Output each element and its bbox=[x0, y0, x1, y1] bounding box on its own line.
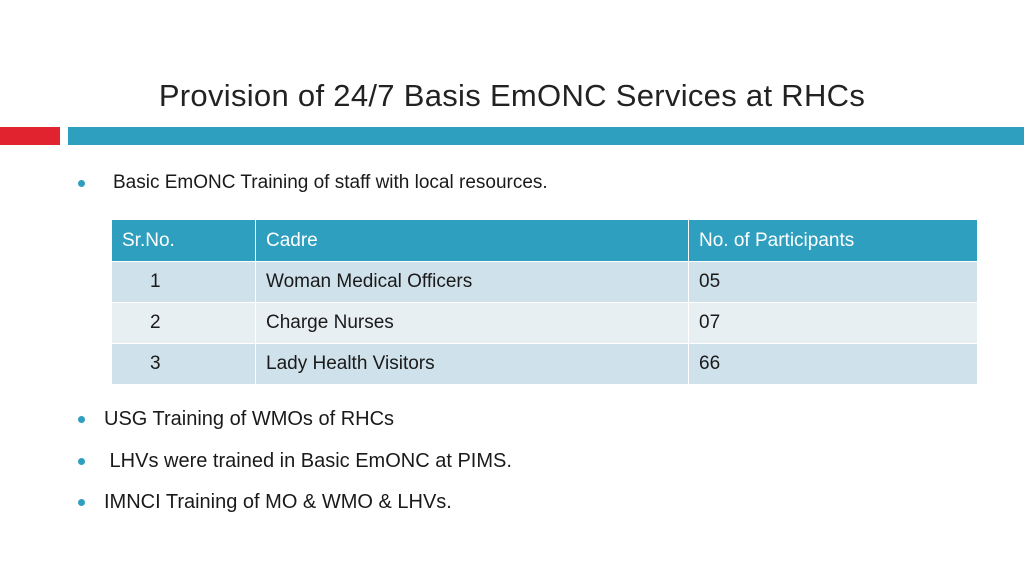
bullet-item bbox=[78, 450, 512, 473]
bullet-text: USG Training of WMOs of RHCs bbox=[104, 408, 395, 430]
title-accent-bar-red bbox=[0, 127, 60, 145]
cell-participants: 05 bbox=[689, 262, 978, 303]
bullet-item bbox=[78, 491, 452, 514]
cell-participants: 07 bbox=[689, 303, 978, 344]
cell-participants: 66 bbox=[689, 344, 978, 385]
bullet-text: IMNCI Training of MO & WMO & LHVs. bbox=[104, 491, 452, 513]
title-accent-bar-blue bbox=[68, 127, 1024, 145]
cell-cadre: Woman Medical Officers bbox=[256, 262, 689, 303]
cell-cadre: Lady Health Visitors bbox=[256, 344, 689, 385]
header-participants: No. of Participants bbox=[689, 220, 978, 262]
header-cadre: Cadre bbox=[256, 220, 689, 262]
table-row bbox=[112, 262, 978, 303]
bullet-item bbox=[78, 172, 548, 194]
table-header-row bbox=[112, 220, 978, 262]
slide-title: Provision of 24/7 Basis EmONC Services at RHCs bbox=[158, 78, 866, 113]
cell-sr-no: 3 bbox=[112, 344, 256, 385]
cell-cadre: Charge Nurses bbox=[256, 303, 689, 344]
cell-sr-no: 1 bbox=[112, 262, 256, 303]
training-participants-table bbox=[112, 220, 978, 384]
bullet-dot-icon bbox=[78, 416, 85, 423]
bullet-dot-icon bbox=[78, 458, 85, 465]
header-sr-no: Sr.No. bbox=[112, 220, 256, 262]
cell-sr-no: 2 bbox=[112, 303, 256, 344]
bullet-text: Basic EmONC Training of staff with local resources. bbox=[113, 172, 548, 193]
bullet-item bbox=[78, 408, 394, 431]
table-row bbox=[112, 303, 978, 344]
bullet-text: LHVs were trained in Basic EmONC at PIMS. bbox=[104, 450, 512, 472]
table-row bbox=[112, 344, 978, 385]
bullet-dot-icon bbox=[78, 499, 85, 506]
bullet-dot-icon bbox=[78, 180, 85, 187]
